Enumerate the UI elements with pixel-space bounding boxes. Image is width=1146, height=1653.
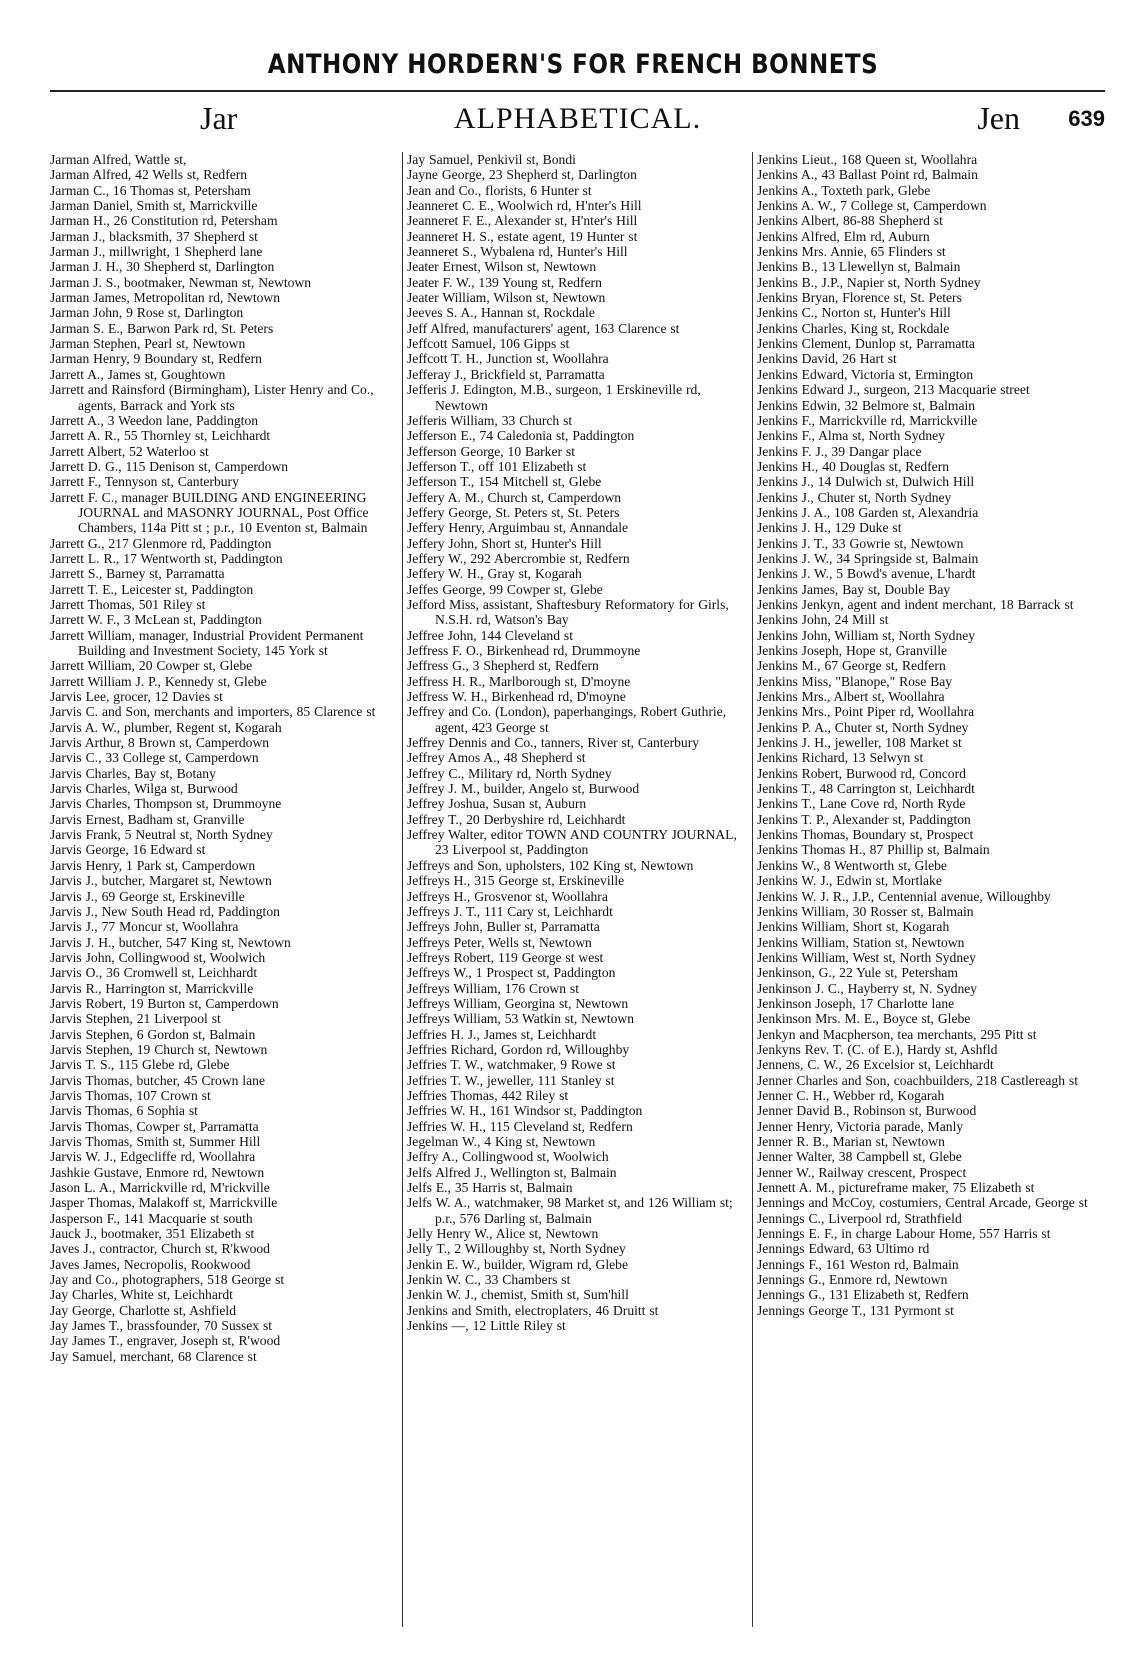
header-first-key: Jar bbox=[200, 100, 238, 136]
directory-entry: Jeffries T. W., watchmaker, 9 Rowe st bbox=[407, 1057, 616, 1073]
directory-entry: Jeffery A. M., Church st, Camperdown bbox=[407, 489, 622, 505]
directory-entry: Jarvis J., New South Head rd, Paddington bbox=[50, 903, 280, 919]
directory-entry: Jenkins A., 43 Ballast Point rd, Balmain bbox=[757, 167, 978, 183]
directory-entry: Jeffrey Joshua, Susan st, Auburn bbox=[407, 796, 587, 812]
directory-entry: Jarrett F. C., manager BUILDING AND ENGINEERING JOURNAL and MASONRY JOURNAL, Post Office Chambers, 114a Pitt st ; p.r., 10 Eventon st, Balmain bbox=[50, 489, 369, 536]
advertisement-banner: ANTHONY HORDERN'S FOR FRENCH BONNETS bbox=[267, 50, 879, 80]
directory-entry: Jarvis Thomas, 107 Crown st bbox=[50, 1087, 211, 1103]
directory-entry: Jenkins Charles, King st, Rockdale bbox=[757, 320, 950, 336]
directory-entry: Jarman Daniel, Smith st, Marrickville bbox=[50, 198, 258, 214]
directory-entry: Jarman J., millwright, 1 Shepherd lane bbox=[50, 244, 263, 260]
directory-entry: Jenkins F., Marrickville rd, Marrickville bbox=[757, 412, 978, 428]
directory-entry: Jenkyn and Macpherson, tea merchants, 295 Pitt st bbox=[757, 1026, 1037, 1042]
directory-entry: Jenkins John, William st, North Sydney bbox=[757, 627, 976, 643]
page-number: 639 bbox=[1068, 106, 1105, 131]
directory-entry: Jenkins Thomas H., 87 Phillip st, Balmain bbox=[757, 842, 990, 858]
directory-entry: Jefferay J., Brickfield st, Parramatta bbox=[407, 366, 605, 382]
directory-entry: Jenkinson Mrs. M. E., Boyce st, Glebe bbox=[757, 1011, 971, 1027]
directory-entry: Jeater William, Wilson st, Newtown bbox=[407, 290, 606, 306]
directory-entry: Jarrett William, manager, Industrial Provident Permanent Building and Investment Society, 145 York st bbox=[50, 627, 364, 658]
directory-entry: Jarvis O., 36 Cromwell st, Leichhardt bbox=[50, 965, 258, 981]
directory-entry: Jenner Henry, Victoria parade, Manly bbox=[757, 1118, 964, 1134]
directory-entry: Jenner Walter, 38 Campbell st, Glebe bbox=[757, 1149, 962, 1165]
directory-entry: Jeeves S. A., Hannan st, Rockdale bbox=[407, 305, 595, 321]
directory-entry: Jarman J. S., bootmaker, Newman st, Newtown bbox=[50, 274, 312, 290]
directory-entry: Jelfs Alfred J., Wellington st, Balmain bbox=[407, 1164, 617, 1180]
directory-entry: Jeffery George, St. Peters st, St. Peters bbox=[407, 504, 620, 520]
directory-entry: Jelly T., 2 Willoughby st, North Sydney bbox=[407, 1241, 626, 1257]
directory-entry: Jenkins H., 40 Douglas st, Redfern bbox=[757, 458, 950, 474]
directory-entry: Jarvis A. W., plumber, Regent st, Kogarah bbox=[50, 719, 282, 735]
directory-entry: Jay James T., brassfounder, 70 Sussex st bbox=[50, 1318, 273, 1334]
directory-entry: Jarrett Thomas, 501 Riley st bbox=[50, 596, 206, 612]
directory-entry: Jenkins F., Alma st, North Sydney bbox=[757, 428, 945, 444]
directory-entry: Jarrett and Rainsford (Birmingham), Lister Henry and Co., agents, Barrack and York sts bbox=[50, 382, 374, 413]
directory-entry: Jeater F. W., 139 Young st, Redfern bbox=[407, 274, 602, 290]
directory-entry: Jayne George, 23 Shepherd st, Darlington bbox=[407, 167, 637, 183]
directory-entry: Jarvis Stephen, 6 Gordon st, Balmain bbox=[50, 1026, 256, 1042]
directory-entry: Jenkins Mrs. Annie, 65 Flinders st bbox=[757, 244, 946, 260]
directory-entry: Jeffress F. O., Birkenhead rd, Drummoyne bbox=[407, 643, 641, 658]
directory-entry: Jarrett T. E., Leicester st, Paddington bbox=[50, 581, 254, 597]
directory-entry: Jarman H., 26 Constitution rd, Petersham bbox=[50, 213, 278, 229]
directory-entry: Jarrett A., 3 Weedon lane, Paddington bbox=[50, 412, 259, 428]
directory-entry: Jeffress G., 3 Shepherd st, Redfern bbox=[407, 658, 599, 674]
directory-entry: Jarvis J. H., butcher, 547 King st, Newtown bbox=[50, 934, 291, 950]
directory-entry: Jenkins William, Station st, Newtown bbox=[757, 934, 965, 950]
directory-entry: Jennings G., Enmore rd, Newtown bbox=[757, 1272, 948, 1288]
directory-entry: Jarrett S., Barney st, Parramatta bbox=[50, 566, 225, 582]
directory-entry: Jarvis Lee, grocer, 12 Davies st bbox=[50, 689, 223, 705]
directory-entry: Jenkins J. H., 129 Duke st bbox=[757, 520, 902, 536]
directory-entry: Jeffreys John, Buller st, Parramatta bbox=[407, 919, 600, 935]
directory-entry: Jenkins Lieut., 168 Queen st, Woollahra bbox=[757, 152, 978, 167]
directory-entry: Jenkins Robert, Burwood rd, Concord bbox=[757, 765, 966, 781]
directory-entry: Jarvis Stephen, 21 Liverpool st bbox=[50, 1011, 221, 1027]
directory-entry: Jeffrey Amos A., 48 Shepherd st bbox=[407, 750, 586, 766]
directory-entry: Jeffress H. R., Marlborough st, D'moyne bbox=[407, 673, 631, 689]
directory-entry: Jenkin W. C., 33 Chambers st bbox=[407, 1272, 571, 1288]
directory-entry: Jeffreys William, 53 Watkin st, Newtown bbox=[407, 1011, 635, 1027]
directory-entry: Jenkins M., 67 George st, Redfern bbox=[757, 658, 946, 674]
directory-entry: Jenner Charles and Son, coachbuilders, 218 Castlereagh st bbox=[757, 1072, 1078, 1088]
directory-entry: Jarvis Robert, 19 Burton st, Camperdown bbox=[50, 995, 279, 1011]
directory-entry: Jenkyns Rev. T. (C. of E.), Hardy st, Ashfld bbox=[757, 1041, 998, 1057]
directory-entry: Jeffries H. J., James st, Leichhardt bbox=[407, 1026, 597, 1042]
directory-entry: Jarvis C., 33 College st, Camperdown bbox=[50, 750, 259, 766]
directory-entry: Jeffrey and Co. (London), paperhangings, Robert Guthrie, agent, 423 George st bbox=[407, 704, 727, 735]
directory-entry: Jelfs W. A., watchmaker, 98 Market st, and 126 William st; p.r., 576 Darling st, Balmain bbox=[407, 1195, 733, 1226]
directory-entry: Jenkins T., 48 Carrington st, Leichhardt bbox=[757, 781, 975, 797]
directory-entry: Jarvis W. J., Edgecliffe rd, Woollahra bbox=[50, 1149, 256, 1165]
directory-column-3 bbox=[752, 152, 1107, 1627]
directory-entry: Jarvis Frank, 5 Neutral st, North Sydney bbox=[50, 827, 273, 843]
header-rule bbox=[50, 90, 1105, 92]
directory-entry: Jarrett F., Tennyson st, Canterbury bbox=[50, 474, 239, 490]
directory-entry: Jarvis R., Harrington st, Marrickville bbox=[50, 980, 254, 996]
directory-entry: Jeffreys William, 176 Crown st bbox=[407, 980, 579, 996]
directory-entry: Jelly Henry W., Alice st, Newtown bbox=[407, 1226, 599, 1242]
directory-entry: Jennings George T., 131 Pyrmont st bbox=[757, 1302, 954, 1318]
directory-entry: Jay Charles, White st, Leichhardt bbox=[50, 1287, 233, 1303]
directory-entry: Jenkins David, 26 Hart st bbox=[757, 351, 897, 367]
directory-entry: Jarvis Stephen, 19 Church st, Newtown bbox=[50, 1041, 268, 1057]
directory-entry: Jenkins A. W., 7 College st, Camperdown bbox=[757, 198, 987, 214]
directory-entry: Jenkins Thomas, Boundary st, Prospect bbox=[757, 827, 974, 843]
directory-entry: Jeanneret C. E., Woolwich rd, H'nter's Hill bbox=[407, 198, 642, 214]
directory-entry: Jeffrey J. M., builder, Angelo st, Burwood bbox=[407, 781, 640, 797]
directory-entry: Jeffries W. H., 161 Windsor st, Paddington bbox=[407, 1103, 643, 1119]
directory-entry: Jeffreys H., 315 George st, Erskineville bbox=[407, 873, 625, 889]
directory-entry: Jenner David B., Robinson st, Burwood bbox=[757, 1103, 977, 1119]
directory-entry: Jarvis Thomas, Cowper st, Parramatta bbox=[50, 1118, 259, 1134]
directory-entry: Jarvis Thomas, 6 Sophia st bbox=[50, 1103, 198, 1119]
directory-entry: Jeffries Richard, Gordon rd, Willoughby bbox=[407, 1041, 630, 1057]
directory-entry: Jarman J. H., 30 Shepherd st, Darlington bbox=[50, 259, 275, 275]
directory-entry: Jefferson T., off 101 Elizabeth st bbox=[407, 458, 587, 474]
directory-entry: Jenkins Mrs., Point Piper rd, Woollahra bbox=[757, 704, 975, 720]
directory-entry: Jefferis J. Edington, M.B., surgeon, 1 Erskineville rd, Newtown bbox=[407, 382, 701, 413]
directory-entry: Jenkins B., J.P., Napier st, North Sydney bbox=[757, 274, 981, 290]
directory-entry: Jay Samuel, merchant, 68 Clarence st bbox=[50, 1348, 257, 1364]
directory-entry: Jenkins William, Short st, Kogarah bbox=[757, 919, 950, 935]
directory-entry: Jeffry A., Collingwood st, Woolwich bbox=[407, 1149, 609, 1165]
directory-entry: Jennings E. F., in charge Labour Home, 557 Harris st bbox=[757, 1226, 1051, 1242]
directory-entry: Jefferis William, 33 Church st bbox=[407, 412, 573, 428]
directory-entry: Jarrett Albert, 52 Waterloo st bbox=[50, 443, 209, 459]
directory-entry: Jarman James, Metropolitan rd, Newtown bbox=[50, 290, 281, 306]
directory-entry: Jarvis Henry, 1 Park st, Camperdown bbox=[50, 857, 256, 873]
directory-columns bbox=[50, 152, 1105, 1627]
directory-entry: Jarvis Charles, Wilga st, Burwood bbox=[50, 781, 238, 797]
directory-entry: Jennings Edward, 63 Ultimo rd bbox=[757, 1241, 930, 1257]
header-last-key: Jen bbox=[977, 100, 1020, 136]
directory-entry: Jay and Co., photographers, 518 George st bbox=[50, 1272, 285, 1288]
directory-entry: Jenkins Jenkyn, agent and indent merchant, 18 Barrack st bbox=[757, 596, 1074, 612]
directory-entry: Jeater Ernest, Wilson st, Newtown bbox=[407, 259, 597, 275]
directory-entry: Jeffery Henry, Arguimbau st, Annandale bbox=[407, 520, 629, 536]
directory-entry: Jenkins Alfred, Elm rd, Auburn bbox=[757, 228, 930, 244]
directory-entry: Jenkins B., 13 Llewellyn st, Balmain bbox=[757, 259, 961, 275]
directory-entry: Jasper Thomas, Malakoff st, Marrickville bbox=[50, 1195, 278, 1211]
directory-entry: Jeffrey Walter, editor TOWN AND COUNTRY JOURNAL, 23 Liverpool st, Paddington bbox=[407, 827, 737, 858]
directory-entry: Jeanneret S., Wybalena rd, Hunter's Hill bbox=[407, 244, 628, 260]
directory-entry: Jenner C. H., Webber rd, Kogarah bbox=[757, 1087, 945, 1103]
directory-entry: Jeffreys H., Grosvenor st, Woollahra bbox=[407, 888, 608, 904]
page-header bbox=[50, 100, 1105, 140]
directory-entry: Jenkins Miss, "Blanope," Rose Bay bbox=[757, 673, 953, 689]
directory-entry: Jarrett L. R., 17 Wentworth st, Paddington bbox=[50, 550, 283, 566]
directory-entry: Jennings F., 161 Weston rd, Balmain bbox=[757, 1256, 959, 1272]
directory-entry: Jenkins J. W., 34 Springside st, Balmain bbox=[757, 550, 979, 566]
directory-entry: Jauck J., bootmaker, 351 Elizabeth st bbox=[50, 1226, 255, 1242]
directory-entry: Jarman Alfred, 42 Wells st, Redfern bbox=[50, 167, 248, 183]
directory-entry: Jarvis Charles, Bay st, Botany bbox=[50, 765, 216, 781]
directory-entry: Jarrett W. F., 3 McLean st, Paddington bbox=[50, 612, 262, 628]
directory-entry: Jarrett A. R., 55 Thornley st, Leichhardt bbox=[50, 428, 271, 444]
directory-entry: Jarvis Thomas, Smith st, Summer Hill bbox=[50, 1134, 261, 1149]
directory-entry: Jarman J., blacksmith, 37 Shepherd st bbox=[50, 228, 258, 244]
directory-entry: Jarvis Ernest, Badham st, Granville bbox=[50, 811, 245, 827]
directory-entry: Jenkins W., 8 Wentworth st, Glebe bbox=[757, 857, 947, 873]
directory-entry: Jeffries T. W., jeweller, 111 Stanley st bbox=[407, 1072, 615, 1088]
directory-entry: Jenkins W. J. R., J.P., Centennial avenue, Willoughby bbox=[757, 888, 1051, 904]
directory-entry: Jean and Co., florists, 6 Hunter st bbox=[407, 182, 592, 198]
directory-entry: Jenkins F. J., 39 Dangar place bbox=[757, 443, 922, 459]
directory-entry: Jeanneret H. S., estate agent, 19 Hunter st bbox=[407, 228, 638, 244]
directory-entry: Jenkinson J. C., Hayberry st, N. Sydney bbox=[757, 980, 978, 996]
directory-entry: Jenkins and Smith, electroplaters, 46 Druitt st bbox=[407, 1302, 659, 1318]
directory-entry: Jenner R. B., Marian st, Newtown bbox=[757, 1134, 945, 1149]
directory-entry: Jeffcott Samuel, 106 Gipps st bbox=[407, 336, 570, 352]
directory-entry: Jarvis C. and Son, merchants and importers, 85 Clarence st bbox=[50, 704, 376, 720]
directory-entry: Jeffreys W., 1 Prospect st, Paddington bbox=[407, 965, 616, 981]
directory-entry: Jennings and McCoy, costumiers, Central Arcade, George st bbox=[757, 1195, 1088, 1211]
directory-entry: Jelfs E., 35 Harris st, Balmain bbox=[407, 1180, 573, 1196]
directory-entry: Jenkins C., Norton st, Hunter's Hill bbox=[757, 305, 951, 321]
directory-entry: Jarrett William J. P., Kennedy st, Glebe bbox=[50, 673, 267, 689]
directory-entry: Jenkins Clement, Dunlop st, Parramatta bbox=[757, 336, 975, 352]
directory-entry: Jarman Alfred, Wattle st, bbox=[50, 152, 187, 167]
directory-entry: Jeffress W. H., Birkenhead rd, D'moyne bbox=[407, 689, 626, 705]
directory-entry: Jenkins John, 24 Mill st bbox=[757, 612, 889, 628]
directory-entry: Jenkins William, West st, North Sydney bbox=[757, 949, 976, 965]
directory-entry: Jarvis J., 77 Moncur st, Woollahra bbox=[50, 919, 239, 935]
directory-entry: Jasperson F., 141 Macquarie st south bbox=[50, 1210, 253, 1226]
directory-entry: Jenkins J., Chuter st, North Sydney bbox=[757, 489, 952, 505]
directory-entry: Jeffreys Robert, 119 George st west bbox=[407, 949, 604, 965]
directory-entry: Jeffrey T., 20 Derbyshire rd, Leichhardt bbox=[407, 811, 626, 827]
directory-entry: Jenkins P. A., Chuter st, North Sydney bbox=[757, 719, 969, 735]
directory-entry: Jeffery John, Short st, Hunter's Hill bbox=[407, 535, 602, 551]
directory-entry: Jenkins W. J., Edwin st, Mortlake bbox=[757, 873, 942, 889]
directory-entry: Jenkins Mrs., Albert st, Woollahra bbox=[757, 689, 945, 705]
directory-entry: Jennings C., Liverpool rd, Strathfield bbox=[757, 1210, 962, 1226]
directory-entry: Jennings G., 131 Elizabeth st, Redfern bbox=[757, 1287, 969, 1303]
directory-entry: Jenkins Edward, Victoria st, Ermington bbox=[757, 366, 974, 382]
directory-entry: Jeanneret F. E., Alexander st, H'nter's Hill bbox=[407, 213, 638, 229]
directory-entry: Jarrett D. G., 115 Denison st, Camperdown bbox=[50, 458, 289, 474]
directory-entry: Jenkins J. W., 5 Bowd's avenue, L'hardt bbox=[757, 566, 976, 582]
directory-entry: Jay George, Charlotte st, Ashfield bbox=[50, 1302, 236, 1318]
directory-entry: Jarrett A., James st, Goughtown bbox=[50, 366, 226, 382]
directory-entry: Jeffcott T. H., Junction st, Woollahra bbox=[407, 351, 609, 367]
directory-entry: Jenkinson, G., 22 Yule st, Petersham bbox=[757, 965, 958, 981]
directory-entry: Javes James, Necropolis, Rookwood bbox=[50, 1256, 251, 1272]
directory-entry: Jefferson T., 154 Mitchell st, Glebe bbox=[407, 474, 602, 490]
directory-entry: Jarvis George, 16 Edward st bbox=[50, 842, 206, 858]
directory-entry: Jarvis Thomas, butcher, 45 Crown lane bbox=[50, 1072, 266, 1088]
directory-entry: Jarman Henry, 9 Boundary st, Redfern bbox=[50, 351, 262, 367]
directory-entry: Jefferson George, 10 Barker st bbox=[407, 443, 575, 459]
directory-entry: Jefferson E., 74 Caledonia st, Paddington bbox=[407, 428, 635, 444]
directory-entry: Jenkins J. H., jeweller, 108 Market st bbox=[757, 735, 962, 751]
directory-entry: Jay Samuel, Penkivil st, Bondi bbox=[407, 152, 576, 167]
directory-entry: Javes J., contractor, Church st, R'kwood bbox=[50, 1241, 270, 1257]
directory-entry: Jenkins William, 30 Rosser st, Balmain bbox=[757, 903, 974, 919]
directory-entry: Jarman John, 9 Rose st, Darlington bbox=[50, 305, 244, 321]
directory-entry: Jarrett William, 20 Cowper st, Glebe bbox=[50, 658, 253, 674]
directory-entry: Jenkins Albert, 86-88 Shepherd st bbox=[757, 213, 943, 229]
directory-entry: Jennens, C. W., 26 Excelsior st, Leichhardt bbox=[757, 1057, 994, 1073]
directory-entry: Jarman Stephen, Pearl st, Newtown bbox=[50, 336, 246, 352]
directory-entry: Jarvis J., 69 George st, Erskineville bbox=[50, 888, 245, 904]
directory-entry: Jenkins J. A., 108 Garden st, Alexandria bbox=[757, 504, 979, 520]
directory-entry: Jeffreys William, Georgina st, Newtown bbox=[407, 995, 629, 1011]
directory-entry: Jenkin E. W., builder, Wigram rd, Glebe bbox=[407, 1256, 629, 1272]
directory-entry: Jeff Alfred, manufacturers' agent, 163 Clarence st bbox=[407, 320, 680, 336]
directory-entry: Jarvis Arthur, 8 Brown st, Camperdown bbox=[50, 735, 270, 751]
directory-entry: Jenkins J. T., 33 Gowrie st, Newtown bbox=[757, 535, 964, 551]
directory-entry: Jefford Miss, assistant, Shaftesbury Reformatory for Girls, N.S.H. rd, Watson's Bay bbox=[407, 596, 729, 628]
directory-entry: Jarman S. E., Barwon Park rd, St. Peters bbox=[50, 320, 274, 336]
directory-entry: Jenkins J., 14 Dulwich st, Dulwich Hill bbox=[757, 474, 975, 490]
directory-entry: Jason L. A., Marrickville rd, M'rickville bbox=[50, 1180, 270, 1196]
directory-entry: Jenkins Edwin, 32 Belmore st, Balmain bbox=[757, 397, 976, 413]
directory-entry: Jeffery W. H., Gray st, Kogarah bbox=[407, 566, 582, 582]
directory-entry: Jeffreys Peter, Wells st, Newtown bbox=[407, 934, 592, 950]
directory-entry: Jenkins James, Bay st, Double Bay bbox=[757, 581, 951, 597]
directory-entry: Jay James T., engraver, Joseph st, R'wood bbox=[50, 1333, 281, 1349]
directory-column-1 bbox=[50, 152, 393, 1627]
directory-entry: Jenkins T., Lane Cove rd, North Ryde bbox=[757, 796, 966, 812]
directory-entry: Jennett A. M., pictureframe maker, 75 Elizabeth st bbox=[757, 1180, 1035, 1196]
directory-entry: Jarvis John, Collingwood st, Woolwich bbox=[50, 949, 266, 965]
directory-entry: Jeffes George, 99 Cowper st, Glebe bbox=[407, 581, 603, 597]
directory-entry: Jeffreys J. T., 111 Cary st, Leichhardt bbox=[407, 903, 613, 919]
directory-column-2 bbox=[402, 152, 750, 1627]
directory-entry: Jarvis T. S., 115 Glebe rd, Glebe bbox=[50, 1057, 230, 1073]
header-title: ALPHABETICAL. bbox=[453, 102, 702, 135]
directory-entry: Jenkins Edward J., surgeon, 213 Macquarie street bbox=[757, 382, 1030, 398]
directory-entry: Jenkins T. P., Alexander st, Paddington bbox=[757, 811, 971, 827]
directory-entry: Jenkins Richard, 13 Selwyn st bbox=[757, 750, 924, 766]
directory-entry: Jarvis J., butcher, Margaret st, Newtown bbox=[50, 873, 272, 889]
directory-entry: Jenner W., Railway crescent, Prospect bbox=[757, 1164, 967, 1180]
directory-entry: Jashkie Gustave, Enmore rd, Newtown bbox=[50, 1164, 265, 1180]
directory-entry: Jeffries W. H., 115 Cleveland st, Redfern bbox=[407, 1118, 633, 1134]
directory-entry: Jenkins —, 12 Little Riley st bbox=[407, 1318, 566, 1334]
directory-entry: Jeffery W., 292 Abercrombie st, Redfern bbox=[407, 550, 630, 566]
directory-entry: Jeffrey Dennis and Co., tanners, River st, Canterbury bbox=[407, 735, 700, 751]
directory-entry: Jenkins A., Toxteth park, Glebe bbox=[757, 182, 931, 198]
directory-entry: Jarman C., 16 Thomas st, Petersham bbox=[50, 182, 251, 198]
directory-entry: Jeffries Thomas, 442 Riley st bbox=[407, 1087, 569, 1103]
directory-entry: Jenkins Bryan, Florence st, St. Peters bbox=[757, 290, 962, 306]
directory-entry: Jeffree John, 144 Cleveland st bbox=[407, 627, 573, 643]
directory-entry: Jeffrey C., Military rd, North Sydney bbox=[407, 765, 612, 781]
directory-entry: Jarrett G., 217 Glenmore rd, Paddington bbox=[50, 535, 272, 551]
directory-entry: Jegelman W., 4 King st, Newtown bbox=[407, 1134, 596, 1149]
directory-entry: Jenkins Joseph, Hope st, Granville bbox=[757, 643, 948, 658]
directory-entry: Jeffreys and Son, upholsters, 102 King st, Newtown bbox=[407, 857, 694, 873]
directory-entry: Jarvis Charles, Thompson st, Drummoyne bbox=[50, 796, 282, 812]
directory-entry: Jenkin W. J., chemist, Smith st, Sum'hill bbox=[407, 1287, 629, 1303]
directory-entry: Jenkinson Joseph, 17 Charlotte lane bbox=[757, 995, 955, 1011]
